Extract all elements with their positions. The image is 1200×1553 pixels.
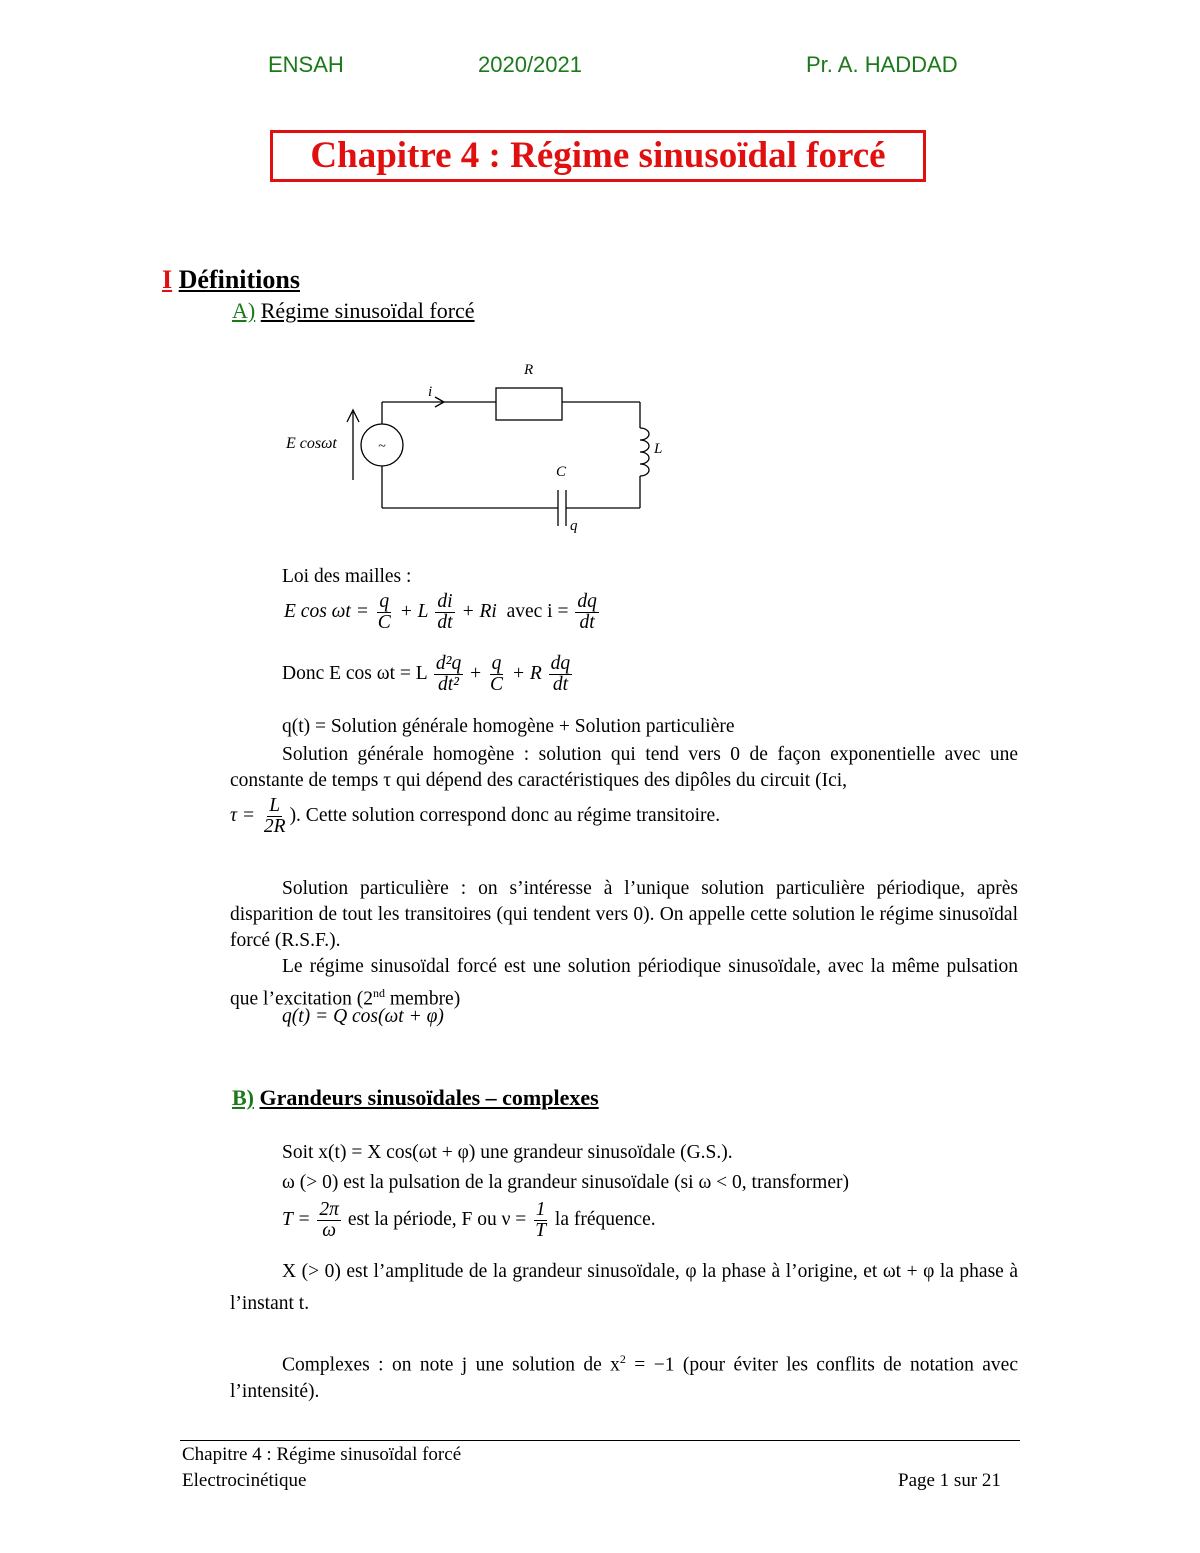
- equation-mesh: E cos ωt = $\frac{q}{C}$ + L $\frac{di}{dt}$ + Ri avec i = $\frac{dq}{dt}$: [284, 591, 597, 633]
- subsection-b-heading: [232, 1085, 599, 1111]
- fraction-dq-dt: $\frac{dq}{dt}$: [577, 591, 597, 633]
- header-year: 2020/2021: [478, 52, 582, 77]
- rlc-circuit-diagram: [270, 350, 690, 550]
- footer-subject: Electrocinétique: [182, 1470, 307, 1491]
- equation-second-order: Donc E cos ωt = L $\frac{\text{d²q}}{\text{dt²}}$ + $\frac{q}{C}$ + R $\frac{dq}{dt}$: [282, 653, 571, 695]
- fraction-l-2r: $\frac{L}{2R}$: [263, 795, 286, 837]
- capacitor-label: C: [556, 464, 567, 480]
- page-number: Page 1 sur 21: [898, 1470, 1001, 1491]
- section-label: Définitions: [178, 265, 300, 294]
- subsection-a-letter: A): [232, 298, 256, 323]
- current-label: i: [428, 384, 433, 400]
- fraction-dq-dt-2: $\frac{dq}{dt}$: [550, 653, 571, 695]
- header-school: ENSAH: [268, 52, 344, 77]
- fraction-1-t: $\frac{1}{T}$: [535, 1199, 547, 1241]
- section-number: I: [162, 265, 173, 294]
- q-sinusoidal-equation: q(t) = Q cos(ωt + φ): [282, 1006, 444, 1027]
- footer-chapter: Chapitre 4 : Régime sinusoïdal forcé: [182, 1444, 462, 1465]
- subsection-b-letter: B): [232, 1085, 254, 1110]
- subsection-a-heading: [232, 298, 475, 324]
- ac-source-symbol: ~: [378, 439, 386, 454]
- paragraph-homogeneous: Solution générale homogène : solution qui tend vers 0 de façon exponentielle avec une constante de temps τ qui dépend des caractéristiques des dipôles du circuit (Ici,: [230, 744, 1018, 791]
- footer-divider: [180, 1440, 1020, 1441]
- fraction-di-dt: $\frac{di}{dt}$: [437, 591, 453, 633]
- inductor-label: L: [654, 441, 663, 457]
- chapter-title: Chapitre 4 : Régime sinusoïdal forcé: [270, 130, 926, 182]
- tau-equation: τ = $\frac{L}{2R}$ ). Cette solution correspond donc au régime transitoire.: [230, 795, 721, 837]
- definition-amplitude-phase: X (> 0) est l’amplitude de la grandeur sinusoïdale, φ la phase à l’origine, et ωt + φ la phase à l’instant t.: [230, 1261, 1018, 1314]
- subsection-b-label: Grandeurs sinusoïdales – complexes: [259, 1085, 599, 1110]
- loi-des-mailles: Loi des mailles :: [282, 566, 412, 587]
- fraction-q-c: $\frac{q}{C}$: [377, 591, 391, 633]
- fraction-d2q-dt2: $\frac{\text{d²q}}{\text{dt²}}$: [435, 653, 462, 695]
- section-heading: [162, 265, 300, 295]
- subsection-a-label: Régime sinusoïdal forcé: [260, 298, 475, 323]
- fraction-q-c-2: $\frac{q}{C}$: [489, 653, 503, 695]
- resistor-label: R: [524, 362, 534, 378]
- fraction-2pi-omega: $\frac{2\pi}{\omega}$: [319, 1199, 339, 1241]
- definition-pulsation: ω (> 0) est la pulsation de la grandeur sinusoïdale (si ω < 0, transformer): [282, 1172, 849, 1193]
- q-general-solution: q(t) = Solution générale homogène + Solution particulière: [282, 716, 735, 737]
- source-label: E cosωt: [286, 435, 337, 452]
- definition-period-frequency: T = $\frac{2\pi}{\omega}$ est la période, F ou ν = $\frac{1}{T}$ la fréquence.: [282, 1199, 656, 1241]
- charge-label: q: [570, 518, 578, 534]
- paragraph-rsf: Le régime sinusoïdal forcé est une solution périodique sinusoïdale, avec la même pulsation que l’excitation (2nd membre): [230, 956, 1018, 1010]
- definition-sinusoidal: Soit x(t) = X cos(ωt + φ) une grandeur sinusoïdale (G.S.).: [282, 1142, 733, 1163]
- header-author: Pr. A. HADDAD: [806, 52, 958, 77]
- paragraph-particular: Solution particulière : on s’intéresse à l’unique solution particulière périodique, après disparition de tout les transitoires (qui tendent vers 0). On appelle cette solution le régime sinusoïdal forcé (R.S.F.).: [230, 878, 1018, 951]
- paragraph-complexes: Complexes : on note j une solution de $x^2 = -1$ (pour éviter les conflits de notation avec l’intensité).: [230, 1352, 1018, 1402]
